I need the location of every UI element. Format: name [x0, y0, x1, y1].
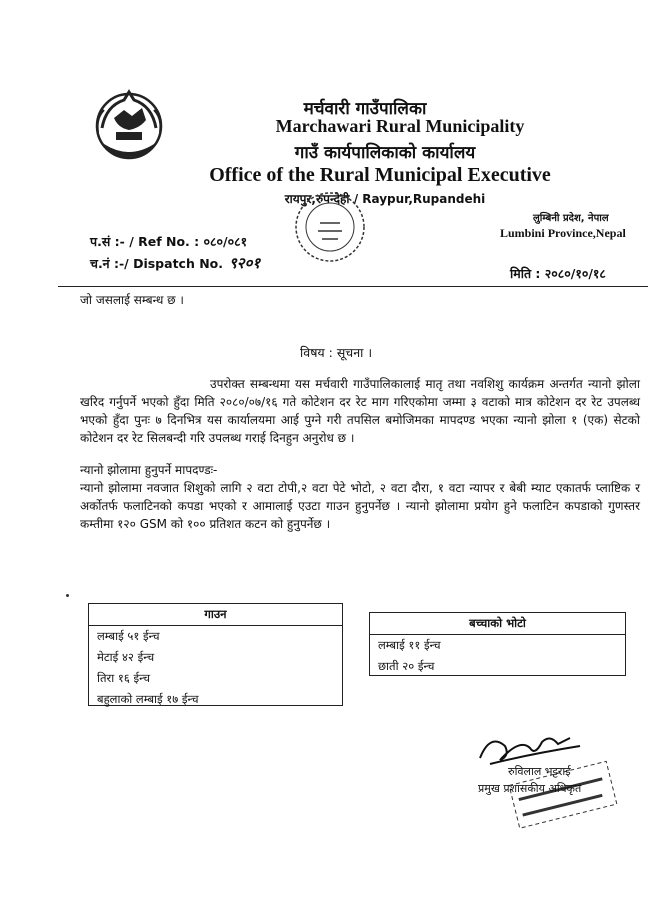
body-paragraph-1: उपरोक्त सम्बन्धमा यस मर्चवारी गाउँपालिकालाई मातृ तथा नवशिशु कार्यक्रम अन्तर्गत न्यानो झोला खरिद गर्नुपर्ने भएको हुँदा मिति २०८०/०७/१६ गते कोटेशन दर रेट माग गरिएकोमा जम्मा ३ वटाको मात्र कोटेशन दर रेट उपलब्ध भएको हुँदा पुनः ७ दिनभित्र यस कार्यालयमा आई पुग्ने गरी तपसिल बमोजिमका मापदण्ड भएका न्यानो झोला १ (एक) सेटको कोटेशन दर रेट सिलबन्दी गरि उपलब्ध गराई दिनहुन अनुरोध छ । — [80, 377, 640, 445]
salutation: जो जसलाई सम्बन्ध छ । — [80, 293, 184, 307]
jacket-row: लम्बाई ११ ईन्च — [378, 638, 441, 652]
header-divider — [58, 286, 648, 287]
reference-number: प.सं :- / Ref No. : ०८०/०८१ — [90, 234, 248, 249]
signatory-title: प्रमुख प्रशासकीय अधिकृत — [478, 782, 582, 795]
gown-measurement-table — [88, 603, 343, 706]
dispatch-value: ९२०१ — [229, 254, 261, 272]
municipality-name-nepali: मर्चवारी गाउँपालिका — [303, 99, 427, 119]
office-address: रायपुर,रुपन्देही / Raypur,Rupandehi — [284, 192, 486, 206]
office-name-nepali: गाउँ कार्यपालिकाको कार्यालय — [294, 143, 476, 163]
criteria-heading: न्यानो झोलामा हुनुपर्ने मापदण्डः- — [80, 463, 218, 477]
letter-date: मिति : २०८०/१०/१८ — [510, 266, 606, 281]
municipality-name-english: Marchawari Rural Municipality — [275, 116, 525, 136]
signatory-name: रुविलाल भट्टराई — [508, 765, 571, 778]
gown-row: तिरा १६ ईन्च — [97, 671, 151, 685]
gown-row: बहुलाको लम्बाई १७ ईन्च — [97, 692, 199, 706]
province-english: Lumbini Province,Nepal — [500, 226, 626, 240]
office-name-english: Office of the Rural Municipal Executive — [209, 164, 551, 186]
gown-table-title: गाउन — [89, 604, 342, 626]
baby-jacket-measurement-table — [369, 612, 626, 676]
body-paragraph-2: न्यानो झोलामा नवजात शिशुको लागि २ वटा टोपी,२ वटा पेटे भोटो, २ वटा दौरा, १ वटा न्यापर र बेबी म्याट एकातर्फ प्लाष्टिक र अर्कोतर्फ फलाटिनको कपडा भएको र आमालाई एउटा गाउन हुनुपर्नेछ । न्यानो झोलामा प्रयोग हुने फलाटिन कपडाको गुणस्तर कम्तीमा १२० GSM को १०० प्रतिशत कटन को हुनुपर्नेछ । — [80, 481, 640, 531]
jacket-table-title: बच्चाको भोटो — [370, 613, 625, 635]
province-nepali: लुम्बिनी प्रदेश, नेपाल — [533, 213, 609, 224]
dispatch-label: च.नं :-/ Dispatch No. — [90, 256, 223, 271]
gown-row: मेटाई ४२ ईन्च — [97, 650, 155, 664]
letter-body — [80, 375, 640, 547]
gown-row: लम्बाई ५१ ईन्च — [97, 629, 160, 643]
jacket-row: छाती २० ईन्च — [378, 659, 435, 673]
stray-dot — [66, 594, 69, 597]
office-seal-stamp — [290, 187, 370, 267]
dispatch-number — [90, 253, 260, 273]
subject-line: विषय : सूचना । — [300, 345, 373, 360]
nepal-emblem-icon — [94, 88, 164, 162]
